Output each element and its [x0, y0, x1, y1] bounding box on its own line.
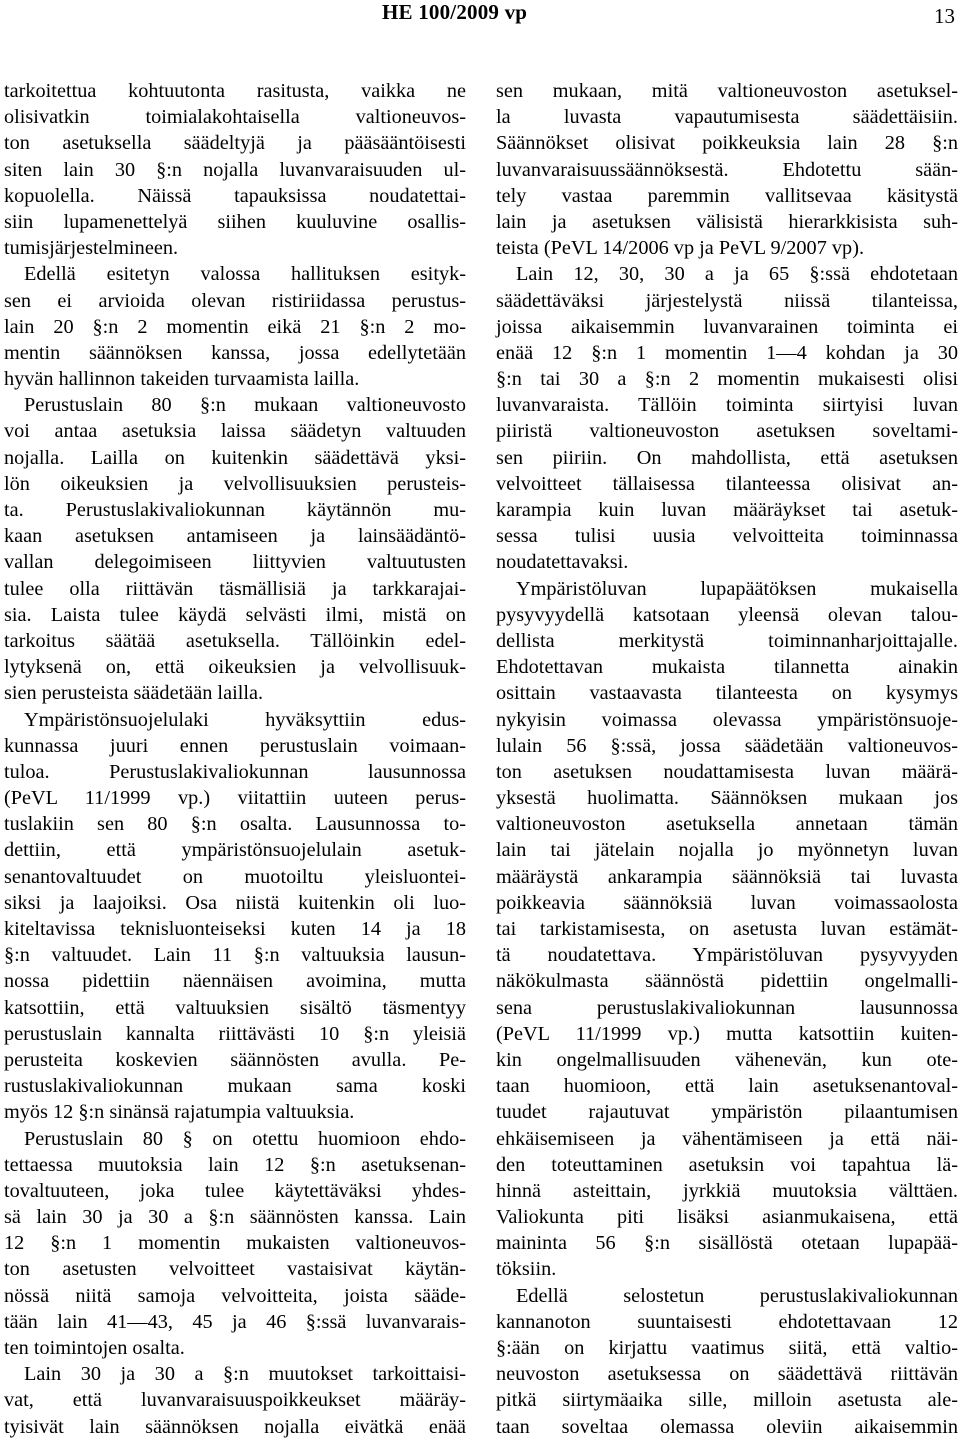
text-line: noudatettavaksi. — [496, 551, 629, 574]
text-line: Edellä esitetyn valossa hallituksen esityk- — [24, 263, 466, 286]
text-line: yksestä huolimatta. Säännöksen mukaan jos — [496, 787, 958, 810]
text-line: lulain 56 §:ssä, jossa säädetään valtioneuvos- — [496, 734, 958, 757]
text-line: lain tai jätelain nojalla jo myönnetyn luvan — [496, 839, 958, 862]
text-line: taan soveltaa olemassa oleviin aikaisemmin — [496, 1415, 958, 1438]
text-line: Ympäristönsuojelulaki hyväksyttiin edus- — [24, 708, 466, 731]
text-line: velvoitteet tällaisessa tilanteessa olisivat an- — [496, 472, 958, 495]
text-line: hinnä asteittain, jyrkkiä muutoksia välttäen. — [496, 1179, 958, 1202]
text-line: säädettäväksi järjestelystä niissä tilanteissa, — [496, 289, 958, 312]
text-line: siksi ja laajoiksi. Osa niistä kuitenkin oli luo- — [4, 891, 466, 914]
text-line: sessa tulisi uusia velvoitteita toiminnassa — [496, 525, 958, 548]
text-line: §:ään on kirjattu vaatimus siitä, että valtio- — [496, 1337, 958, 1359]
text-line: vallan delegoimiseen liittyvien valtuutusten — [4, 551, 466, 574]
text-line: rustuslakivaliokunnan mukaan sama koski — [4, 1075, 466, 1098]
text-line: sä lain 30 ja 30 a §:n säännösten kanssa. Lain — [4, 1206, 466, 1229]
text-line: Valiokunta piti lisäksi asianmukaisena, että — [496, 1206, 958, 1229]
text-line: olisivatkin toimialakohtaisella valtioneuvos- — [4, 106, 466, 129]
text-line: tuslakiin sen 80 §:n osalta. Lausunnossa to- — [4, 813, 466, 836]
text-line: voi antaa asetuksia laissa säädetyn valtuuden — [4, 420, 466, 443]
text-line: tumisjärjestelmineen. — [4, 237, 179, 260]
text-line: enää 12 §:n 1 momentin 1—4 kohdan ja 30 — [496, 341, 958, 364]
text-line: tuudet rajautuvat ympäristön pilaantumisen — [496, 1101, 958, 1124]
text-line: ehkäisemiseen ja vähentämiseen ja että näi- — [496, 1127, 958, 1150]
text-line: joissa aikaisemmin luvanvarainen toiminta ei — [496, 315, 958, 338]
text-line: töksiin. — [496, 1258, 557, 1281]
text-line: tarkoitus säätää asetuksella. Tällöinkin edel- — [4, 629, 466, 652]
text-line: (PeVL 11/1999 vp.) viitattiin uuteen perus- — [4, 787, 466, 810]
text-line: ton asetusten velvoitteet vastaisivat käytän- — [4, 1258, 466, 1281]
text-line: §:n valtuudet. Lain 11 §:n valtuuksia lausun- — [4, 944, 466, 967]
text-line: taan huomioon, että lain asetuksenantoval- — [496, 1075, 958, 1098]
text-line: la luvasta vapautumisesta säädettäisiin. — [496, 106, 958, 129]
text-line: määräystä ankarampia säännöksiä tai luvasta — [496, 865, 958, 888]
text-line: Ehdotettavan mukaista tilannetta ainakin — [496, 656, 958, 679]
text-line: lytyksenä on, että oikeuksien ja velvollisuuk- — [4, 656, 466, 679]
text-line: näkökulmasta säännöstä pidettiin ongelmalli- — [496, 970, 958, 993]
text-line: Säännökset olisivat poikkeuksia lain 28 §:n — [496, 132, 958, 155]
text-line: Perustuslain 80 §:n mukaan valtioneuvosto — [24, 394, 466, 417]
text-line: Perustuslain 80 § on otettu huomioon ehdo- — [24, 1127, 466, 1150]
text-line: karampia kuin luvan määräykset tai asetuk- — [496, 499, 958, 521]
text-line: ta. Perustuslakivaliokunnan käytännön mu- — [4, 499, 466, 521]
text-line: kin ongelmallisuuden vähenevän, kun ote- — [496, 1048, 958, 1071]
text-line: sen piiriin. On mahdollista, että asetuksen — [496, 446, 958, 469]
text-line: sen mukaan, mitä valtioneuvoston asetuksel- — [496, 80, 958, 102]
text-line: dettiin, että ympäristönsuojelulain asetuk- — [4, 839, 466, 862]
text-line: tettaessa muutoksia lain 12 §:n asetuksenan- — [4, 1153, 466, 1176]
text-line: mentin säännöksen kanssa, jossa edellytetään — [4, 341, 466, 364]
page-header — [0, 0, 960, 40]
text-line: tely vastaa paremmin vallitsevaa käsitystä — [496, 184, 958, 207]
text-line: sena perustuslakivaliokunnan lausunnossa — [496, 996, 958, 1019]
text-line: nykyisin voimassa olevassa ympäristönsuoje- — [496, 708, 958, 731]
text-line: maininta 56 §:n sisällöstä otetaan lupapää- — [496, 1232, 958, 1255]
text-line: tään lain 41—43, 45 ja 46 §:ssä luvanvarais- — [4, 1310, 466, 1333]
text-line: kopuolella. Näissä tapauksissa noudatettai- — [4, 184, 466, 207]
text-line: lön oikeuksien ja velvollisuuksien perusteis- — [4, 472, 466, 495]
text-line: siten lain 30 §:n nojalla luvanvaraisuuden ul- — [4, 158, 466, 181]
text-line: kannanoton suuntaisesti ehdotettavaan 12 — [496, 1310, 958, 1333]
text-line: ton asetuksella säädeltyjä ja pääsääntöisesti — [4, 132, 466, 155]
text-line: tuloa. Perustuslakivaliokunnan lausunnossa — [4, 760, 466, 783]
text-line: neuvoston asetuksessa on säädettävä riittävän — [496, 1363, 958, 1386]
text-line: Edellä selostetun perustuslakivaliokunnan — [516, 1284, 958, 1307]
text-line: valtioneuvoston asetuksella annetaan tämän — [496, 813, 958, 836]
text-line: tulee olla riittävän täsmällisiä ja tarkkarajai- — [4, 577, 466, 600]
text-line: lain ja asetuksen välisistä hierarkkisista suh- — [496, 210, 958, 233]
text-line: osittain vastaavasta tilanteesta on kysymys — [496, 682, 958, 705]
text-line: tai tarkistamisesta, on asetusta luvan estämät- — [496, 918, 958, 940]
text-line: luvanvaraisuussäännöksestä. Ehdotettu sään- — [496, 158, 958, 181]
text-line: nossa pidettiin näennäisen avoimina, mutta — [4, 970, 466, 993]
text-line: sia. Laista tulee käydä selvästi ilmi, mistä on — [4, 603, 466, 626]
text-line: poikkeavia säännöksiä luvan voimassaolosta — [496, 891, 958, 914]
text-line: dellista merkitystä toiminnanharjoittajalle. — [496, 629, 958, 652]
text-line: tä noudatettava. Ympäristöluvan pysyvyyden — [496, 944, 958, 967]
text-line: nojalla. Lailla on kuitenkin säädettävä yksi- — [4, 446, 466, 469]
text-line: kaan asetuksen antamiseen ja lainsäädäntö- — [4, 525, 466, 548]
text-line: teista (PeVL 14/2006 vp ja PeVL 9/2007 vp). — [496, 237, 865, 260]
text-line: kiteltavissa teknisluonteiseksi kuten 14 ja 18 — [4, 918, 466, 940]
text-line: Lain 12, 30, 30 a ja 65 §:ssä ehdotetaan — [516, 263, 958, 286]
left-text-column — [4, 78, 466, 1440]
text-line: kunnassa juuri ennen perustuslain voimaan- — [4, 734, 466, 757]
text-line: 12 §:n 1 momentin mukaisten valtioneuvos- — [4, 1232, 466, 1255]
text-line: nössä niitä samoja velvoitteita, joista sääde- — [4, 1284, 466, 1307]
text-line: perusteita koskevien säännösten avulla. Pe- — [4, 1048, 466, 1071]
text-line: sen ei arvioida olevan ristiriidassa perustus- — [4, 289, 466, 312]
text-line: senantovaltuudet on muotoiltu yleisluontei- — [4, 865, 466, 888]
text-line: myös 12 §:n sinänsä rajatumpia valtuuksia. — [4, 1101, 355, 1124]
text-line: siin lupamenettelyä siihen kuuluvine osallis- — [4, 210, 466, 233]
text-line: ton asetuksen noudattamisesta luvan määrä- — [496, 760, 958, 783]
right-text-column — [496, 78, 958, 1440]
text-line: pitkä siirtymäaika sille, milloin asetusta ale- — [496, 1389, 958, 1412]
text-line: vat, että luvanvaraisuuspoikkeukset määräy- — [4, 1389, 466, 1412]
text-line: Lain 30 ja 30 a §:n muutokset tarkoittaisi- — [24, 1363, 466, 1386]
text-line: Ympäristöluvan lupapäätöksen mukaisella — [516, 577, 958, 600]
text-line: pysyvyydellä katsotaan yleensä olevan talou- — [496, 603, 958, 626]
document-reference: HE 100/2009 vp — [382, 0, 528, 24]
text-line: perustuslain kannalta riittävästi 10 §:n yleisiä — [4, 1022, 466, 1045]
text-line: (PeVL 11/1999 vp.) mutta katsottiin kuiten- — [496, 1022, 958, 1045]
text-line: tarkoitettua kohtuutonta rasitusta, vaikka ne — [4, 80, 466, 102]
text-line: tyisivät lain säännöksen nojalla eivätkä enää — [4, 1415, 466, 1438]
text-line: piiristä valtioneuvoston asetuksen soveltami- — [496, 420, 958, 443]
page-number: 13 — [934, 4, 955, 28]
text-line: luvanvaraista. Tällöin toiminta siirtyisi luvan — [496, 394, 958, 417]
text-line: den toteuttaminen asetuksin voi tapahtua lä- — [496, 1153, 958, 1176]
text-line: sien perusteista säädetään lailla. — [4, 682, 264, 705]
text-line: hyvän hallinnon takeiden turvaamista lailla. — [4, 368, 360, 391]
text-line: katsottiin, että valtuuksien sisältö täsmentyy — [4, 996, 466, 1019]
text-line: lain 20 §:n 2 momentin eikä 21 §:n 2 mo- — [4, 315, 466, 338]
text-line: §:n tai 30 a §:n 2 momentin mukaisesti olisi — [496, 368, 958, 391]
text-line: ten toimintojen osalta. — [4, 1337, 185, 1359]
text-line: tovaltuuteen, joka tulee käytettäväksi yhdes- — [4, 1179, 466, 1202]
